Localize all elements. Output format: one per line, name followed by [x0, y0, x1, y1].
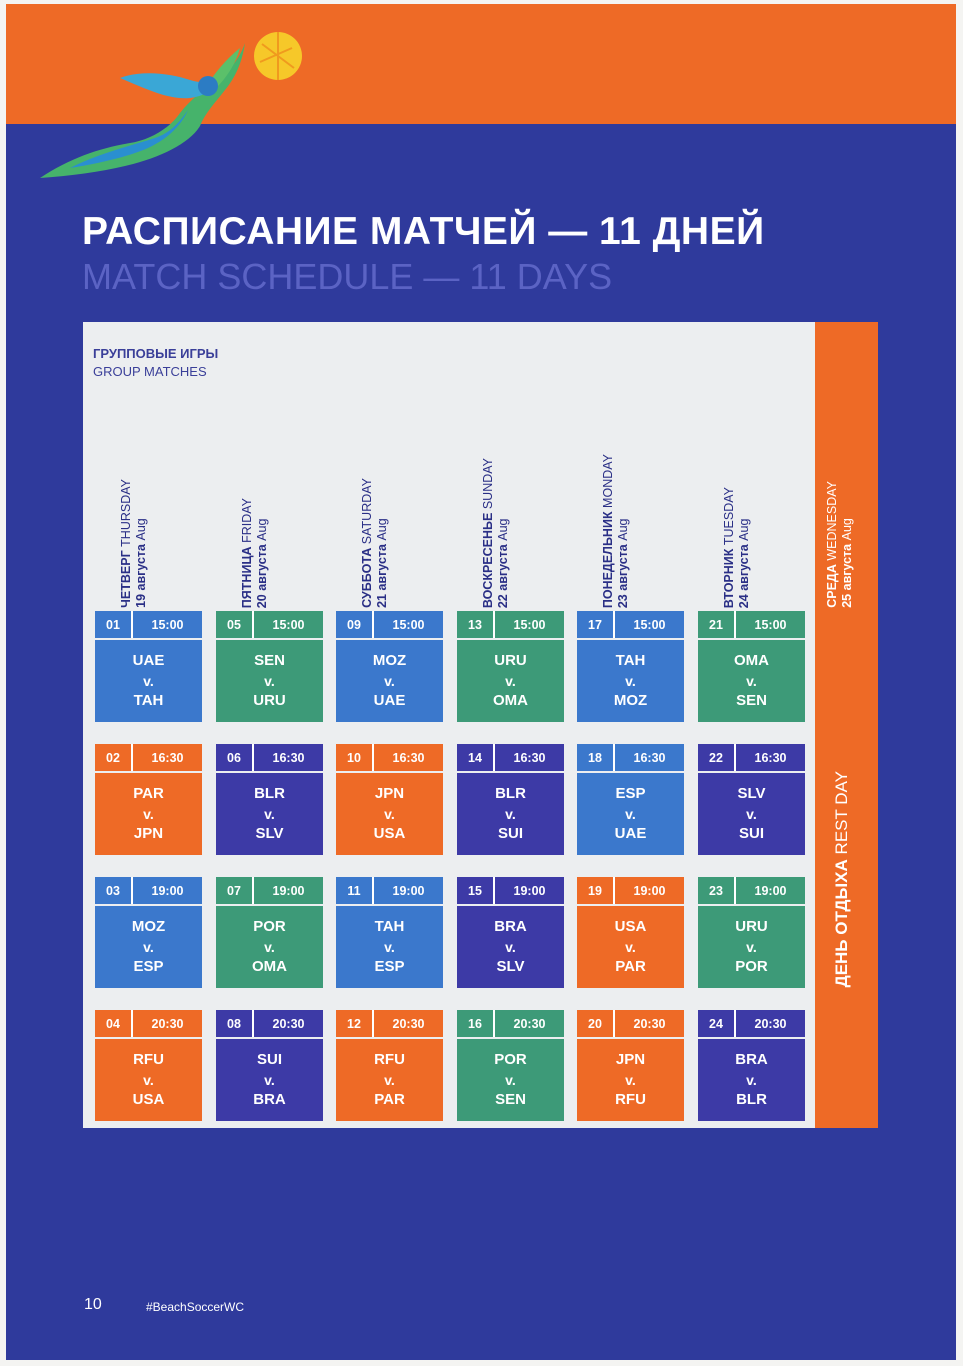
versus-label: v.	[625, 939, 636, 955]
day-header	[481, 398, 521, 608]
home-team: POR	[494, 1051, 527, 1068]
match-teams	[336, 1039, 443, 1121]
page-title-ru: РАСПИСАНИЕ МАТЧЕЙ — 11 ДНЕЙ	[82, 210, 765, 253]
match-teams	[336, 640, 443, 722]
section-label-en: GROUP MATCHES	[93, 364, 207, 379]
versus-label: v.	[625, 673, 636, 689]
match-number: 12	[336, 1010, 374, 1037]
match-time: 16:30	[754, 750, 787, 765]
day-name-ru: ПОНЕДЕЛЬНИК	[601, 511, 615, 608]
match-time: 15:00	[513, 617, 546, 632]
match-header	[698, 877, 805, 904]
match-header	[216, 877, 323, 904]
match-card	[457, 877, 564, 988]
home-team: BRA	[494, 918, 527, 935]
match-card	[95, 611, 202, 722]
match-card	[577, 611, 684, 722]
match-card	[577, 1010, 684, 1121]
match-header	[95, 1010, 202, 1037]
home-team: POR	[253, 918, 286, 935]
away-team: UAE	[614, 825, 647, 842]
match-number: 10	[336, 744, 374, 771]
match-time: 19:00	[151, 883, 184, 898]
home-team: BLR	[495, 785, 526, 802]
match-number: 16	[457, 1010, 495, 1037]
match-card	[95, 1010, 202, 1121]
match-teams	[216, 773, 323, 855]
match-time: 20:30	[633, 1016, 666, 1031]
match-time: 20:30	[272, 1016, 305, 1031]
match-time: 20:30	[754, 1016, 787, 1031]
versus-label: v.	[264, 673, 275, 689]
match-teams	[95, 1039, 202, 1121]
match-teams	[577, 773, 684, 855]
versus-label: v.	[625, 1072, 636, 1088]
day-date-en: Aug	[616, 518, 630, 541]
match-teams	[457, 640, 564, 722]
page-title-en: MATCH SCHEDULE — 11 DAYS	[82, 256, 613, 297]
match-time: 16:30	[151, 750, 184, 765]
match-card	[336, 611, 443, 722]
away-team: RFU	[615, 1091, 646, 1108]
match-teams	[577, 1039, 684, 1121]
match-number: 14	[457, 744, 495, 771]
away-team: POR	[735, 958, 768, 975]
rest-day-en: WEDNESDAY	[825, 481, 839, 561]
versus-label: v.	[384, 806, 395, 822]
home-team: BLR	[254, 785, 285, 802]
match-time: 16:30	[272, 750, 305, 765]
away-team: SUI	[497, 825, 523, 842]
match-time: 15:00	[633, 617, 666, 632]
day-header	[360, 398, 400, 608]
match-time: 16:30	[392, 750, 425, 765]
home-team: RFU	[133, 1051, 164, 1068]
match-number: 05	[216, 611, 254, 638]
match-header	[336, 877, 443, 904]
match-header	[577, 1010, 684, 1037]
home-team: URU	[494, 652, 527, 669]
match-card	[95, 744, 202, 855]
schedule-panel	[83, 322, 878, 1128]
match-card	[216, 1010, 323, 1121]
rest-date-ru: 25 августа	[840, 544, 854, 608]
match-number: 21	[698, 611, 736, 638]
away-team: SLV	[255, 825, 284, 842]
day-name-ru: СУББОТА	[360, 547, 374, 608]
home-team: PAR	[133, 785, 164, 802]
home-team: MOZ	[131, 918, 166, 935]
rest-day-header	[825, 398, 865, 608]
match-number: 24	[698, 1010, 736, 1037]
day-header	[722, 398, 762, 608]
versus-label: v.	[143, 673, 154, 689]
away-team: USA	[132, 1091, 165, 1108]
day-name-ru: ВТОРНИК	[722, 548, 736, 608]
match-teams	[457, 773, 564, 855]
match-teams	[95, 640, 202, 722]
match-header	[336, 1010, 443, 1037]
match-header	[698, 611, 805, 638]
rest-label-en: REST DAY	[832, 770, 851, 855]
match-time: 15:00	[151, 617, 184, 632]
home-team: URU	[735, 918, 768, 935]
match-number: 09	[336, 611, 374, 638]
day-date-ru: 19 августа	[134, 544, 148, 608]
match-teams	[95, 906, 202, 988]
away-team: PAR	[374, 1091, 405, 1108]
versus-label: v.	[143, 806, 154, 822]
match-number: 18	[577, 744, 615, 771]
versus-label: v.	[264, 806, 275, 822]
match-teams	[698, 1039, 805, 1121]
match-number: 22	[698, 744, 736, 771]
match-time: 19:00	[513, 883, 546, 898]
match-card	[698, 744, 805, 855]
versus-label: v.	[505, 939, 516, 955]
home-team: MOZ	[372, 652, 407, 669]
away-team: UAE	[373, 692, 406, 709]
match-card	[698, 877, 805, 988]
day-date-ru: 24 августа	[737, 544, 751, 608]
day-header	[240, 398, 280, 608]
match-number: 15	[457, 877, 495, 904]
match-number: 06	[216, 744, 254, 771]
match-header	[457, 877, 564, 904]
match-teams	[95, 773, 202, 855]
match-teams	[698, 906, 805, 988]
match-time: 20:30	[392, 1016, 425, 1031]
hashtag: #BeachSoccerWC	[146, 1300, 245, 1314]
versus-label: v.	[505, 673, 516, 689]
match-card	[336, 877, 443, 988]
match-header	[457, 611, 564, 638]
match-time: 19:00	[272, 883, 305, 898]
day-name-ru: ПЯТНИЦА	[240, 546, 254, 608]
match-header	[577, 877, 684, 904]
day-header	[119, 398, 159, 608]
versus-label: v.	[143, 1072, 154, 1088]
match-card	[216, 744, 323, 855]
match-card	[698, 611, 805, 722]
day-name-ru: ВОСКРЕСЕНЬЕ	[481, 512, 495, 608]
day-name-ru: ЧЕТВЕРГ	[119, 550, 133, 608]
away-team: MOZ	[613, 692, 648, 709]
match-card	[457, 744, 564, 855]
home-team: USA	[614, 918, 647, 935]
away-team: TAH	[133, 692, 164, 709]
match-card	[577, 877, 684, 988]
page-number: 10	[84, 1296, 102, 1313]
beach-soccer-player-logo-icon	[30, 18, 310, 188]
match-card	[95, 877, 202, 988]
day-date-en: Aug	[496, 518, 510, 541]
versus-label: v.	[384, 939, 395, 955]
away-team: URU	[253, 692, 286, 709]
match-header	[216, 1010, 323, 1037]
versus-label: v.	[746, 673, 757, 689]
match-card	[457, 611, 564, 722]
away-team: PAR	[615, 958, 646, 975]
rest-label-ru: ДЕНЬ ОТДЫХА	[832, 858, 851, 987]
versus-label: v.	[505, 806, 516, 822]
day-date-en: Aug	[737, 518, 751, 541]
home-team: UAE	[132, 652, 165, 669]
match-time: 16:30	[513, 750, 546, 765]
match-number: 02	[95, 744, 133, 771]
versus-label: v.	[143, 939, 154, 955]
match-teams	[577, 640, 684, 722]
match-header	[577, 744, 684, 771]
home-team: SLV	[737, 785, 766, 802]
day-date-en: Aug	[134, 518, 148, 541]
match-header	[457, 744, 564, 771]
match-header	[95, 611, 202, 638]
match-teams	[577, 906, 684, 988]
away-team: USA	[373, 825, 406, 842]
match-teams	[336, 773, 443, 855]
home-team: OMA	[734, 652, 769, 669]
away-team: SEN	[495, 1091, 526, 1108]
match-header	[336, 744, 443, 771]
away-team: ESP	[374, 958, 405, 975]
match-card	[457, 1010, 564, 1121]
match-number: 01	[95, 611, 133, 638]
rest-day-ru: СРЕДА	[825, 564, 839, 608]
match-card	[577, 744, 684, 855]
home-team: BRA	[735, 1051, 768, 1068]
match-number: 17	[577, 611, 615, 638]
away-team: ESP	[133, 958, 164, 975]
match-card	[698, 1010, 805, 1121]
versus-label: v.	[505, 1072, 516, 1088]
match-teams	[698, 773, 805, 855]
match-time: 19:00	[392, 883, 425, 898]
match-number: 11	[336, 877, 374, 904]
match-teams	[216, 906, 323, 988]
day-date-ru: 23 августа	[616, 544, 630, 608]
versus-label: v.	[625, 806, 636, 822]
match-time: 20:30	[151, 1016, 184, 1031]
section-label-ru: ГРУППОВЫЕ ИГРЫ	[93, 346, 219, 361]
day-name-en: SUNDAY	[481, 457, 495, 510]
day-date-ru: 21 августа	[375, 544, 389, 608]
match-time: 15:00	[392, 617, 425, 632]
away-team: SEN	[736, 692, 767, 709]
match-number: 13	[457, 611, 495, 638]
match-time: 19:00	[754, 883, 787, 898]
away-team: OMA	[252, 958, 287, 975]
day-name-en: FRIDAY	[240, 497, 254, 543]
versus-label: v.	[746, 1072, 757, 1088]
day-name-en: MONDAY	[601, 453, 615, 508]
day-date-en: Aug	[255, 518, 269, 541]
away-team: BRA	[253, 1091, 286, 1108]
match-card	[216, 611, 323, 722]
match-header	[698, 744, 805, 771]
match-header	[457, 1010, 564, 1037]
match-time: 15:00	[754, 617, 787, 632]
match-time: 15:00	[272, 617, 305, 632]
match-time: 20:30	[513, 1016, 546, 1031]
match-teams	[216, 640, 323, 722]
day-date-ru: 22 августа	[496, 544, 510, 608]
home-team: SUI	[256, 1051, 282, 1068]
home-team: JPN	[374, 785, 405, 802]
away-team: SUI	[738, 825, 764, 842]
match-header	[95, 877, 202, 904]
day-name-en: THURSDAY	[119, 479, 133, 547]
home-team: SEN	[254, 652, 285, 669]
match-card	[336, 1010, 443, 1121]
rest-date-en: Aug	[840, 518, 854, 541]
match-teams	[457, 1039, 564, 1121]
day-name-en: SATURDAY	[360, 478, 374, 545]
rest-day-label	[831, 742, 861, 987]
day-date-en: Aug	[375, 518, 389, 541]
day-name-en: TUESDAY	[722, 486, 736, 545]
match-header	[216, 744, 323, 771]
match-teams	[457, 906, 564, 988]
versus-label: v.	[384, 1072, 395, 1088]
match-header	[95, 744, 202, 771]
match-teams	[336, 906, 443, 988]
match-header	[698, 1010, 805, 1037]
match-number: 20	[577, 1010, 615, 1037]
home-team: TAH	[374, 918, 405, 935]
match-number: 03	[95, 877, 133, 904]
home-team: TAH	[615, 652, 646, 669]
match-card	[216, 877, 323, 988]
match-header	[216, 611, 323, 638]
home-team: ESP	[615, 785, 646, 802]
day-date-ru: 20 августа	[255, 544, 269, 608]
away-team: OMA	[493, 692, 528, 709]
page	[6, 4, 956, 1360]
match-card	[336, 744, 443, 855]
day-header	[601, 398, 641, 608]
match-header	[577, 611, 684, 638]
versus-label: v.	[264, 1072, 275, 1088]
home-team: JPN	[615, 1051, 646, 1068]
versus-label: v.	[264, 939, 275, 955]
away-team: SLV	[496, 958, 525, 975]
home-team: RFU	[374, 1051, 405, 1068]
versus-label: v.	[384, 673, 395, 689]
match-number: 07	[216, 877, 254, 904]
away-team: BLR	[736, 1091, 767, 1108]
match-time: 19:00	[633, 883, 666, 898]
match-teams	[216, 1039, 323, 1121]
match-number: 23	[698, 877, 736, 904]
match-number: 08	[216, 1010, 254, 1037]
away-team: JPN	[133, 825, 164, 842]
match-teams	[698, 640, 805, 722]
match-time: 16:30	[633, 750, 666, 765]
match-number: 19	[577, 877, 615, 904]
match-header	[336, 611, 443, 638]
match-number: 04	[95, 1010, 133, 1037]
versus-label: v.	[746, 806, 757, 822]
versus-label: v.	[746, 939, 757, 955]
